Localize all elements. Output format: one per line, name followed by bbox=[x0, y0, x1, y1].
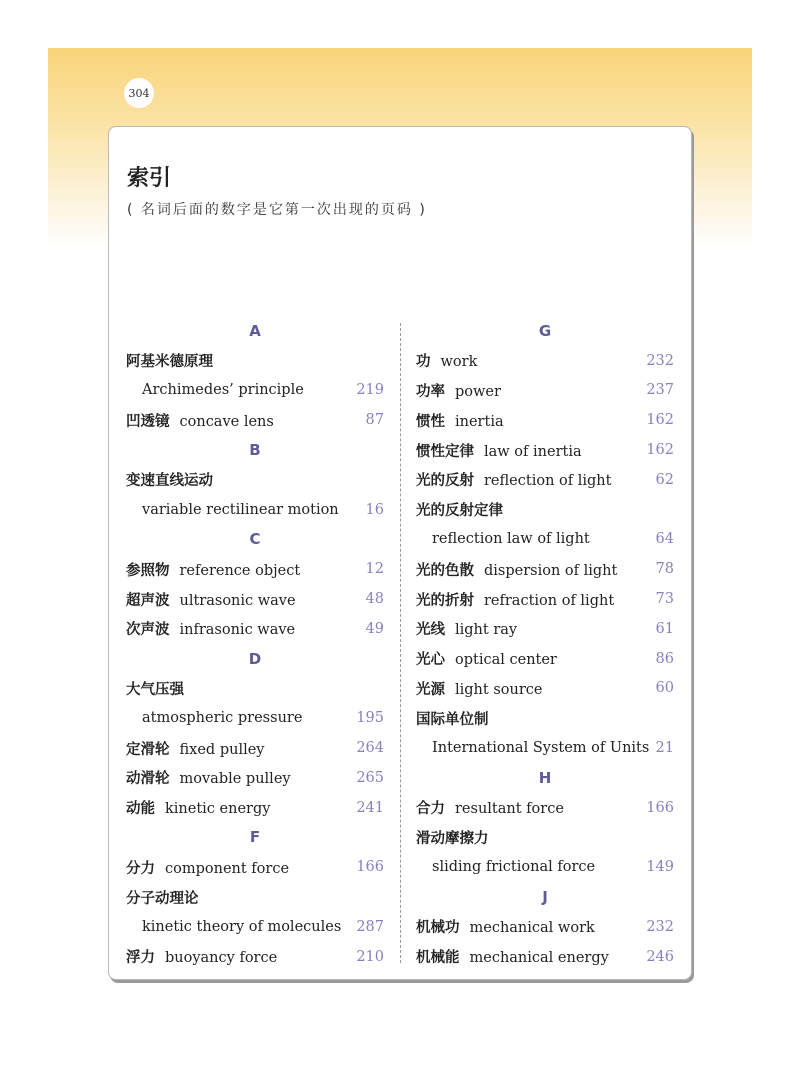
page-reference: 86 bbox=[655, 650, 674, 667]
term-english: inertia bbox=[455, 413, 504, 430]
index-entry bbox=[126, 882, 384, 912]
index-term bbox=[416, 859, 595, 875]
page-reference: 237 bbox=[646, 382, 674, 399]
page-reference: 62 bbox=[655, 471, 674, 488]
term-english: reflection of light bbox=[484, 473, 612, 490]
term-english: mechanical work bbox=[469, 920, 595, 937]
term-chinese: 滑动摩擦力 bbox=[416, 830, 489, 847]
index-term bbox=[416, 499, 513, 520]
index-term bbox=[416, 440, 582, 461]
index-entry bbox=[416, 614, 674, 644]
index-term bbox=[416, 559, 617, 580]
term-english: concave lens bbox=[179, 413, 274, 430]
term-english: light ray bbox=[455, 622, 518, 639]
term-english: fixed pulley bbox=[179, 741, 265, 758]
term-chinese: 大气压强 bbox=[126, 681, 184, 698]
term-english: component force bbox=[165, 860, 290, 877]
page-reference: 21 bbox=[655, 740, 674, 757]
term-english: atmospheric pressure bbox=[142, 710, 303, 727]
index-entry bbox=[416, 554, 674, 584]
term-english: sliding frictional force bbox=[432, 859, 596, 876]
page-reference: 78 bbox=[655, 561, 674, 578]
index-entry bbox=[416, 584, 674, 614]
term-chinese: 浮力 bbox=[126, 950, 155, 967]
term-english: power bbox=[455, 383, 501, 400]
page-reference: 87 bbox=[365, 412, 384, 429]
index-entry bbox=[126, 584, 384, 614]
index-entry bbox=[416, 465, 674, 495]
index-entry bbox=[416, 525, 674, 555]
page-reference: 61 bbox=[655, 620, 674, 637]
term-chinese: 惯性定律 bbox=[416, 443, 474, 460]
index-term bbox=[126, 618, 295, 639]
term-chinese: 光源 bbox=[416, 681, 445, 698]
index-letter-heading: F bbox=[249, 828, 261, 847]
index-term bbox=[126, 559, 300, 580]
index-term bbox=[416, 410, 504, 431]
index-letter-heading: B bbox=[249, 441, 261, 460]
term-chinese: 机械能 bbox=[416, 950, 460, 967]
page-reference: 241 bbox=[356, 799, 384, 816]
index-term bbox=[126, 469, 223, 490]
page-reference: 16 bbox=[365, 501, 384, 518]
index-term bbox=[126, 589, 296, 610]
page-reference: 210 bbox=[356, 948, 384, 965]
page-reference: 166 bbox=[356, 859, 384, 876]
index-entry bbox=[126, 614, 384, 644]
page-reference: 162 bbox=[646, 442, 674, 459]
index-entry bbox=[126, 703, 384, 733]
index-entry bbox=[416, 823, 674, 853]
index-term bbox=[416, 531, 590, 547]
page-title: 索引 bbox=[127, 166, 172, 191]
term-chinese: 光的反射定律 bbox=[416, 503, 503, 520]
term-chinese: 动滑轮 bbox=[126, 771, 170, 788]
index-term bbox=[416, 946, 609, 967]
index-term bbox=[126, 857, 289, 878]
index-entry bbox=[416, 405, 674, 435]
index-entry bbox=[126, 852, 384, 882]
page-reference: 49 bbox=[365, 620, 384, 637]
term-chinese: 机械功 bbox=[416, 920, 460, 937]
index-term bbox=[416, 797, 564, 818]
term-chinese: 动能 bbox=[126, 801, 155, 818]
term-chinese: 分子动理论 bbox=[126, 890, 199, 907]
term-english: Archimedes’ principle bbox=[142, 382, 304, 399]
term-english: reference object bbox=[179, 562, 301, 579]
index-term bbox=[416, 469, 611, 490]
term-chinese: 合力 bbox=[416, 801, 445, 818]
term-chinese: 定滑轮 bbox=[126, 741, 170, 758]
index-entry bbox=[416, 644, 674, 674]
page-reference: 12 bbox=[365, 561, 384, 578]
term-english: light source bbox=[455, 681, 543, 698]
term-chinese: 分力 bbox=[126, 860, 155, 877]
index-entry bbox=[126, 912, 384, 942]
term-english: infrasonic wave bbox=[179, 622, 296, 639]
index-entry bbox=[126, 405, 384, 435]
term-english: dispersion of light bbox=[484, 562, 618, 579]
term-chinese: 光的反射 bbox=[416, 473, 474, 490]
index-letter-heading: G bbox=[538, 321, 552, 340]
index-entry bbox=[416, 852, 674, 882]
term-english: law of inertia bbox=[484, 443, 582, 460]
term-chinese: 光心 bbox=[416, 652, 445, 669]
page-reference: 166 bbox=[646, 799, 674, 816]
index-term bbox=[126, 919, 341, 935]
index-entry bbox=[416, 674, 674, 704]
page-reference: 48 bbox=[365, 591, 384, 608]
index-term bbox=[416, 708, 499, 729]
term-chinese: 超声波 bbox=[126, 592, 170, 609]
index-term bbox=[126, 382, 304, 398]
index-entry bbox=[126, 733, 384, 763]
index-term bbox=[126, 887, 209, 908]
page-reference: 265 bbox=[356, 769, 384, 786]
index-term bbox=[416, 827, 499, 848]
term-chinese: 光的折射 bbox=[416, 592, 474, 609]
page-reference: 264 bbox=[356, 740, 384, 757]
index-term bbox=[126, 738, 265, 759]
index-entry bbox=[416, 495, 674, 525]
page-reference: 73 bbox=[655, 591, 674, 608]
term-chinese: 凹透镜 bbox=[126, 413, 170, 430]
index-term bbox=[126, 767, 291, 788]
term-english: optical center bbox=[455, 652, 557, 669]
index-letter-heading: C bbox=[249, 530, 261, 549]
term-english: movable pulley bbox=[179, 771, 291, 788]
term-english: resultant force bbox=[455, 801, 564, 818]
index-entry bbox=[126, 376, 384, 406]
term-english: work bbox=[440, 354, 478, 371]
index-letter-heading: D bbox=[248, 649, 262, 668]
index-entry bbox=[416, 435, 674, 465]
index-term bbox=[416, 678, 542, 699]
page-reference: 232 bbox=[646, 352, 674, 369]
term-chinese: 国际单位制 bbox=[416, 711, 489, 728]
index-letter-heading: A bbox=[249, 321, 261, 340]
index-entry bbox=[126, 554, 384, 584]
index-entry bbox=[126, 942, 384, 972]
index-entry bbox=[126, 346, 384, 376]
index-term bbox=[416, 350, 477, 371]
index-column-right bbox=[416, 316, 674, 972]
term-chinese: 功 bbox=[416, 354, 431, 371]
term-chinese: 惯性 bbox=[416, 413, 445, 430]
index-term bbox=[416, 740, 649, 756]
term-chinese: 阿基米德原理 bbox=[126, 354, 213, 371]
index-term bbox=[416, 380, 501, 401]
index-entry bbox=[416, 376, 674, 406]
column-divider bbox=[400, 323, 401, 963]
index-card bbox=[108, 126, 692, 980]
page-reference: 246 bbox=[646, 948, 674, 965]
index-entry bbox=[416, 346, 674, 376]
term-chinese: 功率 bbox=[416, 383, 445, 400]
term-chinese: 光的色散 bbox=[416, 562, 474, 579]
index-term bbox=[416, 648, 557, 669]
index-term bbox=[126, 710, 302, 726]
page-reference: 232 bbox=[646, 918, 674, 935]
page-reference: 149 bbox=[646, 859, 674, 876]
index-entry bbox=[126, 674, 384, 704]
index-entry bbox=[416, 733, 674, 763]
index-term bbox=[126, 350, 223, 371]
term-english: kinetic energy bbox=[165, 801, 271, 818]
index-entry bbox=[416, 942, 674, 972]
page-reference: 219 bbox=[356, 382, 384, 399]
page-reference: 60 bbox=[655, 680, 674, 697]
term-chinese: 变速直线运动 bbox=[126, 473, 213, 490]
page-number: 304 bbox=[124, 78, 154, 108]
index-term bbox=[416, 589, 614, 610]
page-reference: 64 bbox=[655, 531, 674, 548]
index-entry bbox=[416, 793, 674, 823]
page-reference: 287 bbox=[356, 918, 384, 935]
index-letter-heading: H bbox=[538, 768, 552, 787]
index-term bbox=[126, 946, 277, 967]
term-english: kinetic theory of molecules bbox=[142, 918, 342, 935]
index-term bbox=[126, 678, 194, 699]
index-entry bbox=[126, 465, 384, 495]
index-entry bbox=[126, 763, 384, 793]
index-term bbox=[126, 410, 274, 431]
term-chinese: 光线 bbox=[416, 622, 445, 639]
index-entry bbox=[126, 793, 384, 823]
index-letter-heading: J bbox=[542, 888, 548, 907]
page-reference: 162 bbox=[646, 412, 674, 429]
term-chinese: 参照物 bbox=[126, 562, 170, 579]
index-entry bbox=[416, 703, 674, 733]
term-english: reflection law of light bbox=[432, 531, 590, 548]
page-reference: 195 bbox=[356, 710, 384, 727]
term-english: buoyancy force bbox=[165, 950, 278, 967]
index-term bbox=[126, 502, 339, 518]
term-english: variable rectilinear motion bbox=[142, 501, 339, 518]
term-english: ultrasonic wave bbox=[179, 592, 296, 609]
index-term bbox=[416, 916, 595, 937]
term-english: refraction of light bbox=[484, 592, 615, 609]
index-entry bbox=[126, 495, 384, 525]
index-term bbox=[126, 797, 270, 818]
term-chinese: 次声波 bbox=[126, 622, 170, 639]
index-term bbox=[416, 618, 517, 639]
term-english: International System of Units bbox=[432, 740, 650, 757]
index-entry bbox=[416, 912, 674, 942]
index-column-left bbox=[126, 316, 384, 972]
term-english: mechanical energy bbox=[469, 950, 609, 967]
page-subtitle: ( 名词后面的数字是它第一次出现的页码 ) bbox=[127, 202, 427, 218]
